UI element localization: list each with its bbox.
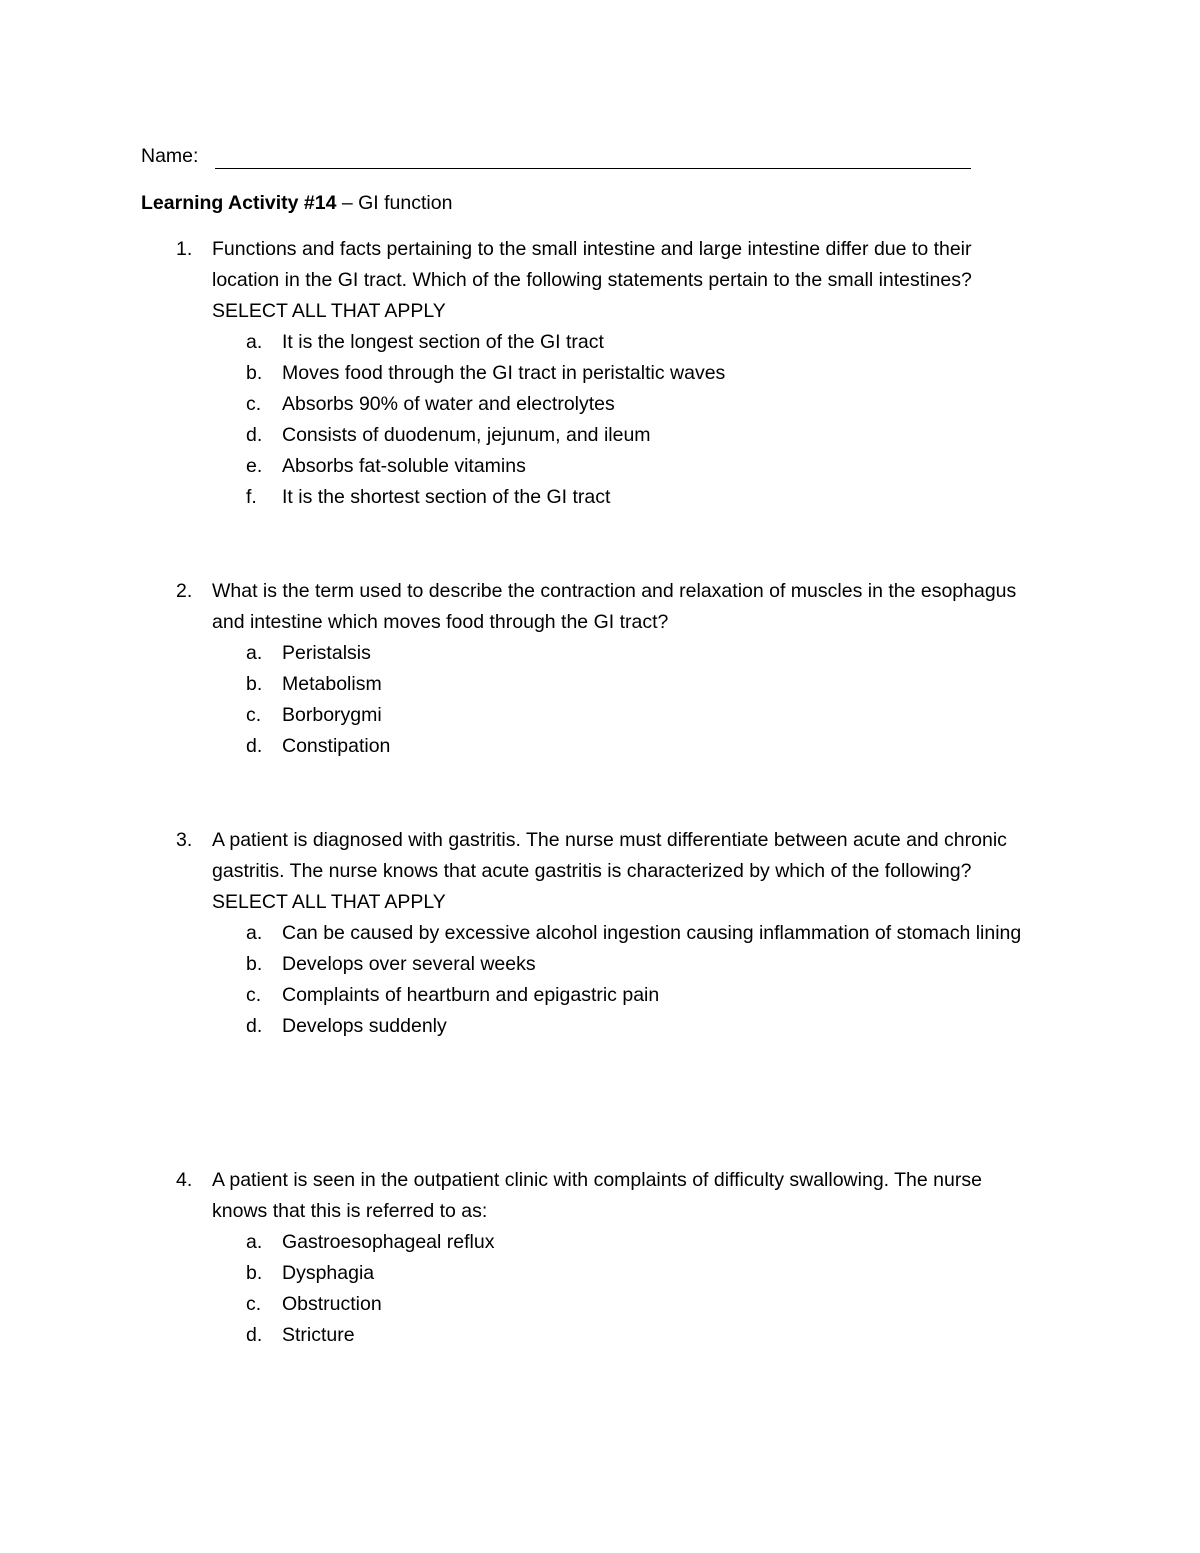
question-text: Functions and facts pertaining to the small intestine and large intestine differ due to their location in the GI tract. Which of the following statements pertain to the small intestines? SELECT ALL THAT APPLY [212,238,972,322]
answer-option [246,1289,1042,1320]
option-text: Can be caused by excessive alcohol ingestion causing inflammation of stomach lining [282,922,1022,944]
option-text: Gastroesophageal reflux [282,1231,495,1253]
question-number: 2. [176,580,193,602]
option-letter: b. [246,362,263,384]
option-text: It is the longest section of the GI tract [282,331,604,353]
answer-options [141,918,1041,1042]
question-text: A patient is seen in the outpatient clinic with complaints of difficulty swallowing. The nurse knows that this is referred to as: [212,1169,982,1222]
answer-option [246,700,1042,731]
option-letter: c. [246,1293,262,1315]
answer-options [141,638,1041,762]
option-text: Dysphagia [282,1262,375,1284]
name-blank-field[interactable] [215,168,971,169]
answer-option [246,389,1042,420]
option-letter: d. [246,735,263,757]
option-text: Consists of duodenum, jejunum, and ileum [282,424,651,446]
question-number: 3. [176,829,193,851]
option-letter: c. [246,984,262,1006]
question-2 [141,576,1041,762]
answer-options [141,1227,1041,1351]
option-letter: a. [246,922,263,944]
answer-option [246,669,1042,700]
answer-option [246,1227,1042,1258]
option-text: Develops over several weeks [282,953,536,975]
answer-option [246,1258,1042,1289]
option-letter: a. [246,1231,263,1253]
option-letter: b. [246,673,263,695]
option-letter: a. [246,642,263,664]
option-letter: c. [246,704,262,726]
answer-option [246,327,1042,358]
name-line [141,141,981,172]
option-text: Moves food through the GI tract in peristaltic waves [282,362,726,384]
option-text: Borborygmi [282,704,382,726]
question-number: 1. [176,238,193,260]
option-text: Stricture [282,1324,355,1346]
option-letter: d. [246,1324,263,1346]
question-4 [141,1165,1041,1351]
title-subject: – GI function [336,192,453,214]
question-text: A patient is diagnosed with gastritis. The nurse must differentiate between acute and chronic gastritis. The nurse knows that acute gastritis is characterized by which of the following? SELECT ALL THAT APPLY [212,829,1007,913]
option-text: Obstruction [282,1293,382,1315]
option-text: Complaints of heartburn and epigastric pain [282,984,660,1006]
option-text: Develops suddenly [282,1015,447,1037]
option-letter: a. [246,331,263,353]
option-letter: f. [246,486,257,508]
option-text: Metabolism [282,673,382,695]
answer-option [246,358,1042,389]
answer-option [246,731,1042,762]
answer-option [246,1320,1042,1351]
answer-option [246,482,1042,513]
option-letter: d. [246,1015,263,1037]
option-text: Absorbs 90% of water and electrolytes [282,393,615,415]
answer-option [246,918,1042,949]
answer-option [246,1011,1042,1042]
option-letter: b. [246,1262,263,1284]
question-1 [141,234,1041,513]
page-title [141,188,452,219]
answer-option [246,949,1042,980]
question-3 [141,825,1041,1042]
option-text: Constipation [282,735,391,757]
answer-option [246,638,1042,669]
question-text: What is the term used to describe the contraction and relaxation of muscles in the esophagus and intestine which moves food through the GI tract? [212,580,1017,633]
option-letter: b. [246,953,263,975]
title-bold: Learning Activity #14 [141,192,337,214]
option-text: It is the shortest section of the GI tract [282,486,611,508]
option-letter: e. [246,455,263,477]
option-text: Peristalsis [282,642,371,664]
option-letter: d. [246,424,263,446]
answer-option [246,420,1042,451]
answer-option [246,451,1042,482]
question-number: 4. [176,1169,193,1191]
answer-option [246,980,1042,1011]
option-letter: c. [246,393,262,415]
answer-options [141,327,1041,513]
name-label: Name: [141,145,199,167]
option-text: Absorbs fat-soluble vitamins [282,455,526,477]
